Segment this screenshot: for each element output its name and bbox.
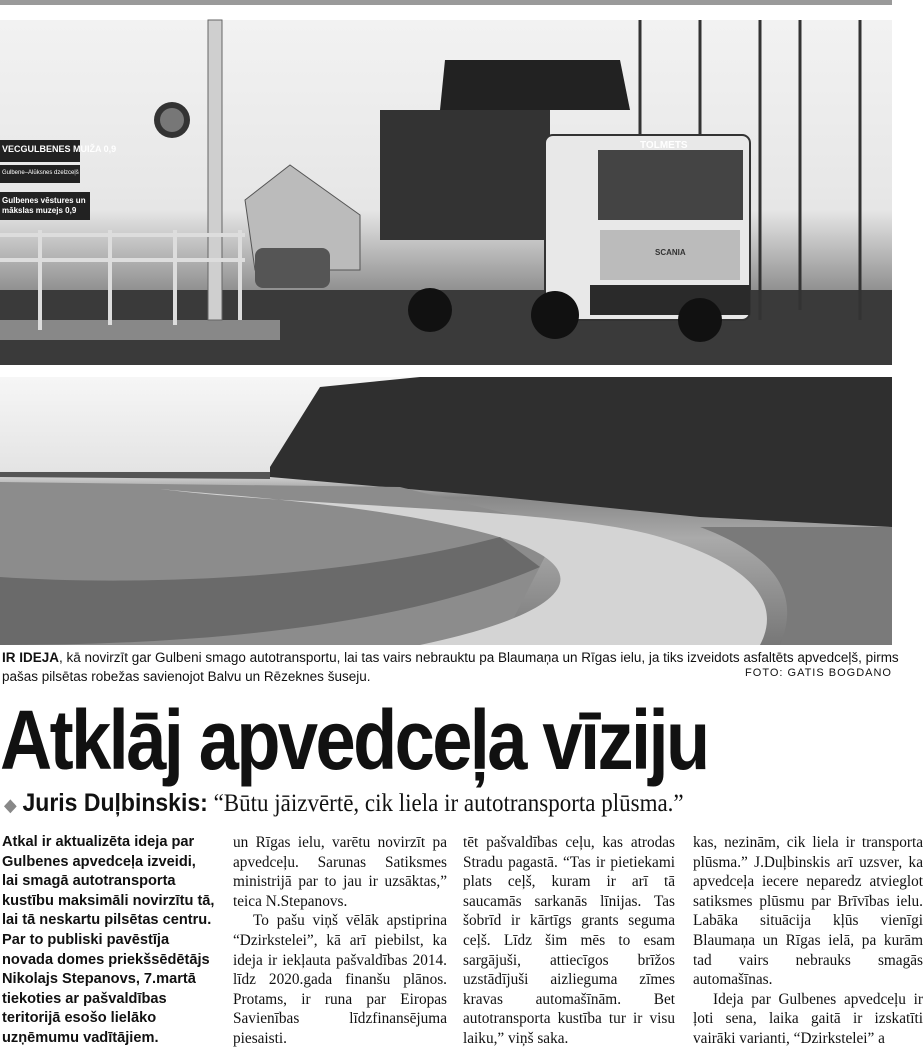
lead-paragraph: Atkal ir aktualizēta ideja par Gulbenes apvedceļa izveidi, lai smagā autotransporta kustību maksimāli novirzītu tā, lai tā neskartu pilsētas centru. Par to publiski pavēstīja novada domes priekšsēdētājs Nikolajs Stepanovs, 7.martā tiekoties ar pašvaldības teritorijā esošo lielāko uzņēmumu vadītājiem. (2, 834, 215, 1046)
byline (4, 789, 684, 818)
truck-brand-text: TOLMETS (640, 140, 688, 151)
caption-text: , kā novirzīt gar Gulbeni smago autotransportu, lai tas vairs nebrauktu pa Blaumaņa un Rīgas ielu, ja tiks izveidots asfaltēts apvedceļš, pirms (59, 650, 899, 665)
paragraph: Ideja par Gulbenes apvedceļu ir ļoti sena, laika gaitā ir izskatīti vairāki varianti, “Dzirkstelei” a (693, 990, 923, 1047)
top-rule (0, 0, 892, 5)
truck-make-text: SCANIA (655, 248, 686, 257)
road-sign-text: VECGULBENES MUIŽA 0,9 (2, 144, 117, 154)
paragraph: To pašu viņš vēlāk apstiprina “Dzirkstelei”, kā arī piebilst, ka ideja ir iekļauta pašvaldības 2014. līdz 2020.gada finanšu plānos. Protams, ir runa par Eiropas Savienības līdzfinansējuma piesaisti. (233, 912, 447, 1047)
caption-lead: IR IDEJA (2, 650, 60, 665)
photo-credit: FOTO: GATIS BOGDANO (745, 667, 892, 679)
photo-truck-on-road (0, 20, 892, 365)
article-column-3 (463, 833, 675, 1047)
byline-quote: “Būtu jāizvērtē, cik liela ir autotransporta plūsma.” (213, 790, 684, 817)
paragraph: un Rīgas ielu, varētu novirzīt pa apvedceļu. Sarunas Satiksmes ministrijā par to jau ir uzsāktas,” teica N.Stepanovs. (233, 834, 447, 910)
article-column-2 (233, 833, 447, 1047)
article-lead-column (2, 833, 216, 1046)
gravel-road-illustration (0, 377, 892, 645)
truck-photo-illustration (0, 20, 892, 365)
road-sign-text: Gulbene–Alūksnes dzelzceļš (2, 170, 79, 176)
photo-gravel-road (0, 377, 892, 645)
diamond-icon: ◆ (4, 795, 17, 815)
article-column-4 (693, 833, 923, 1047)
road-sign-text: Gulbenes vēstures un mākslas muzejs 0,9 (2, 196, 86, 215)
caption-text-2: pašas pilsētas robežas savienojot Balvu un Rēzeknes šuseju. (2, 669, 371, 684)
paragraph: kas, nezinām, cik liela ir transporta plūsma.” J.Duļbinskis arī uzsver, ka apvedceļa iecere neparedz atvieglot satiksmes plūsmu par Brīvības ielu. Labāka situācija kļūs vienīgi Blaumaņa un Rīgas ielā, pa kurām tad vairs nebrauks smagās automašīnas. (693, 834, 923, 989)
headline: Atklāj apvedceļa vīziju (0, 693, 708, 787)
paragraph: tēt pašvaldības ceļu, kas atrodas Stradu pagastā. “Tas ir pietiekami plats ceļš, kuram ir arī tā saucamās sarkanās līnijas. Tas šobrīd ir kārtīgs grants seguma ceļš. Līdz šim mēs to esam sargājuši, attiecīgos brīžos uzstādījuši aizlieguma zīmes kravas automašīnām. Bet autotransporta kustība tur ir visu laiku,” viņš saka. (463, 834, 675, 1047)
byline-author: Juris Duļbinskis: (22, 789, 208, 817)
